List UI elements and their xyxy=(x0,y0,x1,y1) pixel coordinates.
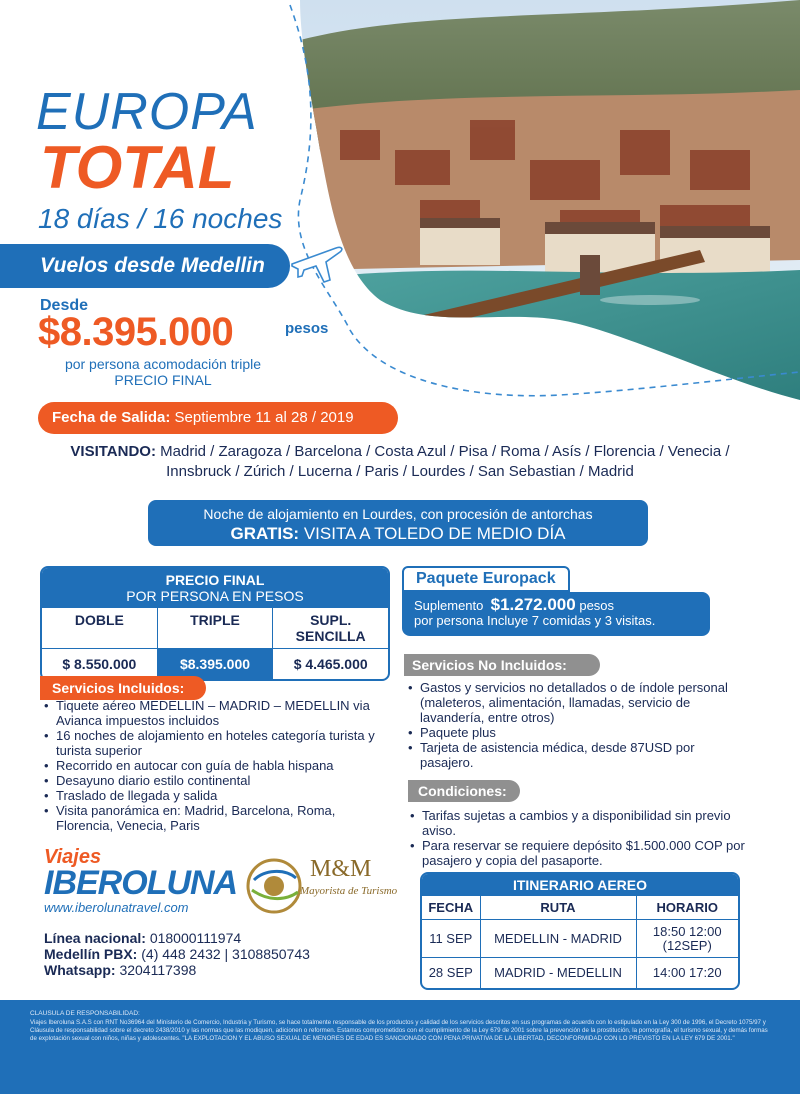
contact-whatsapp xyxy=(44,962,310,978)
brand-logo-text: IBEROLUNA xyxy=(44,864,238,902)
included-tag: Servicios Incluidos: xyxy=(40,676,206,700)
table-row xyxy=(422,920,738,958)
contact-whatsapp-label: Whatsapp: xyxy=(44,962,116,978)
itinerary-time: 18:50 12:00 (12SEP) xyxy=(636,920,738,958)
partner-subtitle: Mayorista de Turismo xyxy=(300,885,398,897)
footer-text: Viajes Iberoluna S.A.S con RNT No36964 del Ministerio de Comercio, Industria y Turismo, se hace totalmente responsable de los productos y calidad de los servicios descritos en sus programas de acuerdo con lo estipulado en la Ley 300 de 1996, el Decreto 1075/97 y Cláusula de responsabilidad sobre el decreto 2438/2010 y las normas que las modiquen, adicionen o reformen. Estamos comprometidos con el cumplimiento de la Ley 679 de 2001 sobre la prevención de la prostitución, la pornografía, el turismo sexual, y demás formas de explotación sexual con niños, niñas y adolescentes. "LA EXPLOTACION Y EL ABUSO SEXUAL DE MENORES DE EDAD ES SANCIONADO CON PENA PRIVATIVA DE LA LIBERTAD, DECONFORMIDAD CON LO PREVISTO EN LA LEY 679 DE 2001." xyxy=(30,1019,768,1042)
promo-banner xyxy=(148,500,648,546)
price-table xyxy=(40,566,390,681)
europack-tag: Paquete Europack xyxy=(402,566,570,592)
contact-national-label: Línea nacional: xyxy=(44,930,146,946)
europack-prefix: Suplemento xyxy=(414,598,484,613)
flights-banner: Vuelos desde Medellin xyxy=(0,244,290,288)
itinerary-grid xyxy=(422,896,738,988)
promo-line2 xyxy=(148,522,648,544)
price-per-person: por persona acomodación triple xyxy=(64,356,262,372)
itinerary-col-route: RUTA xyxy=(480,896,636,920)
price-from-label: Desde xyxy=(40,297,89,314)
price-table-heading2: POR PERSONA EN PESOS xyxy=(126,588,304,604)
price-subtitle xyxy=(38,356,288,388)
col-doble: DOBLE xyxy=(42,608,158,648)
footer-heading: CLAUSULA DE RESPONSABILIDAD: xyxy=(30,1010,140,1017)
visiting-list: Madrid / Zaragoza / Barcelona / Costa Azul / Pisa / Roma / Asís / Florencia / Venecia / Innsbruck / Zúrich / Lucerna / Paris / Lourdes / San Sebastian / Madrid xyxy=(160,443,730,480)
contact-pbx-label: Medellín PBX: xyxy=(44,946,138,962)
itinerary-route: MADRID - MEDELLIN xyxy=(480,958,636,988)
europack-amount: $1.272.000 xyxy=(490,595,576,614)
price-table-heading1: PRECIO FINAL xyxy=(165,572,265,588)
main-price: $8.395.000 xyxy=(38,310,234,354)
promo-toledo: VISITA A TOLEDO DE MEDIO DÍA xyxy=(303,524,566,543)
list-item: • Desayuno diario estilo continental xyxy=(40,773,380,788)
contact-info xyxy=(44,930,310,978)
europack-detail: por persona Incluye 7 comidas y 3 visitas. xyxy=(414,613,656,628)
contact-national xyxy=(44,930,310,946)
departure-label: Fecha de Salida: xyxy=(52,409,171,426)
list-item: • Para reservar se requiere depósito $1.500.000 COP por pasajero y copia del pasaporte. xyxy=(408,838,758,868)
trip-duration: 18 días / 16 noches xyxy=(38,203,283,234)
itinerary-col-date: FECHA xyxy=(422,896,480,920)
contact-whatsapp-value: 3204117398 xyxy=(119,962,197,978)
title-total: TOTAL xyxy=(40,134,235,201)
list-item: • 16 noches de alojamiento en hoteles categoría turista y turista superior xyxy=(40,728,380,758)
included-list xyxy=(40,698,380,833)
price-final-label: PRECIO FINAL xyxy=(114,372,212,388)
itinerary-title: ITINERARIO AEREO xyxy=(422,874,738,896)
departure-dates: Septiembre 11 al 28 / 2019 xyxy=(174,409,354,426)
contact-pbx-value: (4) 448 2432 | 3108850743 xyxy=(141,946,310,962)
promo-gratis: GRATIS: xyxy=(230,524,300,543)
list-item: • Tarifas sujetas a cambios y a disponibilidad sin previo aviso. xyxy=(408,808,758,838)
price-unit: pesos xyxy=(285,320,329,337)
value-doble: $ 8.550.000 xyxy=(42,649,158,679)
list-item: • Traslado de llegada y salida xyxy=(40,788,380,803)
list-item: • Tarjeta de asistencia médica, desde 87USD por pasajero. xyxy=(404,740,744,770)
not-included-list xyxy=(404,680,744,770)
europack-unit: pesos xyxy=(579,598,615,613)
itinerary-header-row xyxy=(422,896,738,920)
table-row xyxy=(422,958,738,988)
list-item: • Gastos y servicios no detallados o de índole personal (maleteros, alimentación, llamadas, servicio de lavandería, entre otros) xyxy=(404,680,744,725)
conditions-list xyxy=(408,808,758,868)
partner-title: M&M xyxy=(310,856,372,882)
value-sencilla: $ 4.465.000 xyxy=(293,656,368,672)
list-item: • Visita panorámica en: Madrid, Barcelona, Roma, Florencia, Venecia, Paris xyxy=(40,803,380,833)
price-table-columns xyxy=(42,608,388,648)
airplane-icon xyxy=(286,236,346,286)
contact-pbx xyxy=(44,946,310,962)
visiting-label: VISITANDO: xyxy=(70,443,156,460)
brand-url: www.iberolunatravel.com xyxy=(44,900,189,915)
itinerary-time: 14:00 17:20 xyxy=(636,958,738,988)
price-table-heading xyxy=(42,568,388,608)
europack-box xyxy=(402,592,710,636)
brand-viajes: Viajes xyxy=(44,846,102,868)
list-item: • Paquete plus xyxy=(404,725,744,740)
conditions-tag: Condiciones: xyxy=(408,780,520,802)
itinerary-route: MEDELLIN - MADRID xyxy=(480,920,636,958)
title-europa: EUROPA xyxy=(36,83,258,141)
contact-national-value: 018000111974 xyxy=(149,930,242,946)
itinerary-table xyxy=(420,872,740,990)
visiting-cities xyxy=(40,442,760,482)
legal-footer xyxy=(0,1000,800,1094)
promo-line1: Noche de alojamiento en Lourdes, con procesión de antorchas xyxy=(203,506,593,522)
list-item: • Recorrido en autocar con guía de habla hispana xyxy=(40,758,380,773)
list-item: • Tiquete aéreo MEDELLIN – MADRID – MEDELLIN via Avianca impuestos incluidos xyxy=(40,698,380,728)
itinerary-col-time: HORARIO xyxy=(636,896,738,920)
departure-badge xyxy=(38,402,398,434)
col-sencilla: SUPL. SENCILLA xyxy=(295,612,366,644)
not-included-tag: Servicios No Incluidos: xyxy=(404,654,600,676)
itinerary-date: 28 SEP xyxy=(422,958,480,988)
value-triple: $8.395.000 xyxy=(158,649,274,679)
price-table-values xyxy=(42,648,388,679)
col-triple: TRIPLE xyxy=(158,608,274,648)
itinerary-date: 11 SEP xyxy=(422,920,480,958)
